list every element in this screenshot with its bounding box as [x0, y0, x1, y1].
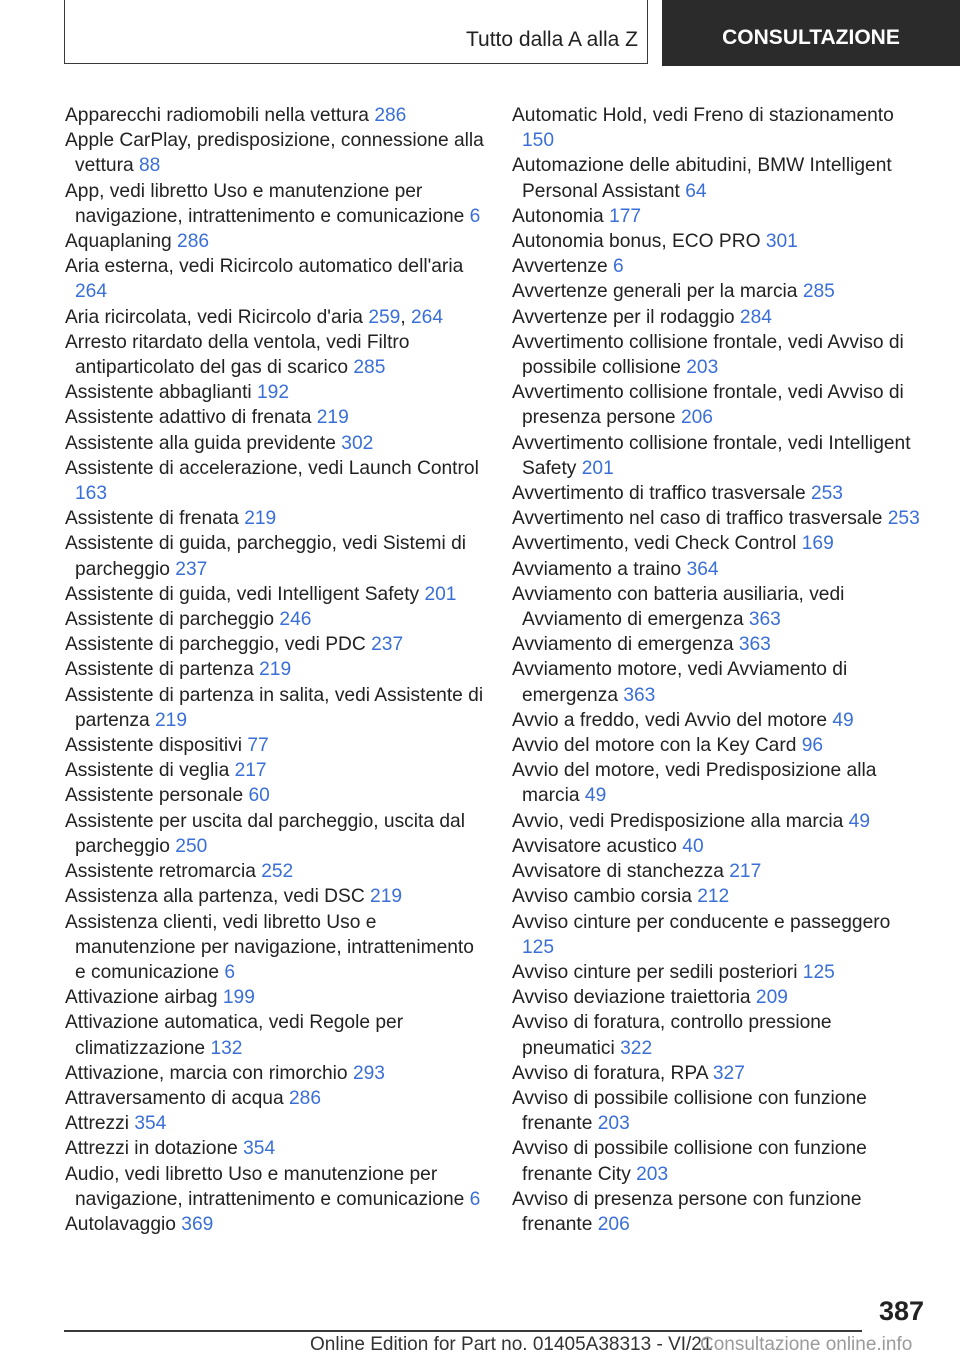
- watermark: Consultazione online.info: [700, 1334, 913, 1355]
- index-entry: [65, 128, 485, 178]
- index-entry-text: Avviamento con batteria ausiliaria, vedi Avviamento di emergenza: [512, 583, 845, 631]
- index-entry: [65, 254, 485, 304]
- page-reference-link[interactable]: 237: [175, 558, 208, 580]
- index-entry-text: Avviso cambio corsia: [512, 886, 692, 908]
- index-entry: [512, 481, 924, 506]
- page-reference-link[interactable]: 286: [177, 231, 210, 253]
- page-reference-link[interactable]: 203: [597, 1113, 630, 1135]
- page-reference-link[interactable]: 203: [636, 1163, 669, 1185]
- index-entry: [65, 456, 485, 506]
- page-reference-link[interactable]: 209: [755, 987, 788, 1009]
- index-entry-text: Assistente adattivo di frenata: [65, 407, 312, 429]
- index-entry-text: Assistente di parcheggio, vedi PDC: [65, 634, 366, 656]
- page-reference-link[interactable]: 264: [411, 306, 444, 328]
- page-reference-link[interactable]: 327: [712, 1062, 745, 1084]
- index-entry-text: Avvio del motore, vedi Predisposizione alla marcia: [512, 760, 877, 807]
- page-reference-link[interactable]: 253: [887, 508, 920, 530]
- page-reference-link[interactable]: 284: [739, 306, 772, 328]
- index-entry: [65, 330, 485, 380]
- page-reference-link[interactable]: 88: [139, 155, 161, 177]
- index-column-left: [65, 103, 485, 1237]
- index-entry: [65, 1010, 485, 1060]
- index-entry: [65, 582, 485, 607]
- chapter-tab[interactable]: [662, 0, 960, 66]
- page-reference-link[interactable]: 302: [341, 432, 374, 454]
- index-entry-text: Aquaplaning: [65, 231, 172, 253]
- page-reference-link[interactable]: 206: [680, 407, 713, 429]
- index-entry-text: Assistente di partenza in salita, vedi Assistente di partenza: [65, 684, 484, 731]
- index-entry: [65, 657, 485, 682]
- index-entry: [512, 153, 924, 203]
- index-entry-text: Avviso cinture per conducente e passeggero: [512, 911, 891, 933]
- index-entry: [512, 506, 924, 531]
- page-reference-link[interactable]: 60: [248, 785, 270, 807]
- page-reference-link[interactable]: 177: [609, 205, 642, 227]
- footer-divider: [64, 1330, 862, 1332]
- index-entry: [512, 330, 924, 380]
- index-entry: [512, 531, 924, 556]
- page-reference-link[interactable]: 250: [175, 835, 208, 857]
- index-entry: [65, 1111, 485, 1136]
- index-entry: [65, 910, 485, 986]
- page-reference-link[interactable]: 6: [469, 1188, 481, 1210]
- index-entry: [512, 1187, 924, 1237]
- page-reference-link[interactable]: 322: [620, 1037, 653, 1059]
- index-entry-text: Assistenza alla partenza, vedi DSC: [65, 886, 365, 908]
- index-entry-text: Avviamento di emergenza: [512, 634, 734, 656]
- page-reference-link[interactable]: 49: [584, 785, 607, 807]
- index-entry-text: Arresto ritardato della ventola, vedi Filtro antiparticolato del gas di scarico: [65, 331, 410, 379]
- page-reference-link[interactable]: 293: [352, 1062, 385, 1084]
- index-entry-text: Avvio a freddo, vedi Avvio del motore: [512, 709, 827, 731]
- page-reference-link[interactable]: 6: [469, 205, 481, 227]
- page-reference-link[interactable]: 285: [353, 357, 386, 379]
- index-entry: [65, 985, 485, 1010]
- index-entry: [65, 405, 485, 430]
- index-entry: [65, 229, 485, 254]
- section-title: Tutto dalla A alla Z: [466, 28, 638, 51]
- page-reference-link[interactable]: 219: [155, 709, 188, 731]
- index-entry-text: Avviso cinture per sedili posteriori: [512, 961, 798, 983]
- index-entry-text: Assistenza clienti, vedi libretto Uso e manutenzione per navigazione, intrattenimento e comunicazione: [65, 911, 474, 983]
- index-entry: [512, 809, 924, 834]
- index-entry: [512, 632, 924, 657]
- index-entry-text: Attivazione airbag: [65, 987, 218, 1009]
- index-entry: [65, 1136, 485, 1161]
- index-entry-text: Assistente di guida, parcheggio, vedi Sistemi di parcheggio: [65, 533, 467, 580]
- page-reference-link[interactable]: 363: [623, 684, 656, 706]
- index-entry-text: Autonomia: [512, 205, 604, 227]
- page-reference-link[interactable]: 64: [685, 180, 707, 202]
- index-entry: [65, 859, 485, 884]
- index-entry-text: Avvio, vedi Predisposizione alla marcia: [512, 810, 844, 832]
- page-reference-link[interactable]: 49: [848, 810, 871, 832]
- index-entry: [65, 733, 485, 758]
- index-entry-text: Avviso deviazione traiettoria: [512, 987, 751, 1009]
- index-entry: [512, 884, 924, 909]
- index-entry-text: Assistente per uscita dal parcheggio, uscita dal parcheggio: [65, 810, 465, 857]
- page-reference-link[interactable]: 96: [801, 735, 824, 757]
- index-entry: Aria ricircolata, vedi Ricircolo d'aria 259, 264: [65, 306, 444, 328]
- index-entry-text: Apple CarPlay, predisposizione, connessione alla vettura: [65, 130, 484, 177]
- index-entry-text: Avvertimento collisione frontale, vedi Avviso di presenza persone: [512, 382, 904, 429]
- page-reference-link[interactable]: 163: [75, 483, 108, 505]
- page-reference-link[interactable]: 125: [522, 936, 555, 958]
- page-reference-link[interactable]: 132: [210, 1037, 243, 1059]
- index-entry-text: Avvertenze generali per la marcia: [512, 281, 798, 303]
- page-reference-link[interactable]: 217: [729, 861, 762, 883]
- index-entry-text: Assistente di veglia: [65, 760, 230, 782]
- index-entry: [512, 279, 924, 304]
- page-reference-link[interactable]: 286: [289, 1087, 322, 1109]
- index-entry-text: Assistente retromarcia: [65, 861, 256, 883]
- page-reference-link[interactable]: 285: [802, 281, 835, 303]
- page-reference-link[interactable]: 201: [424, 583, 457, 605]
- index-entry-text: Avvertenze: [512, 256, 608, 278]
- index-entry: [512, 254, 924, 279]
- index-entry: [65, 683, 485, 733]
- page-reference-link[interactable]: 301: [765, 231, 798, 253]
- page-reference-link[interactable]: 364: [686, 558, 719, 580]
- index-entry: [65, 758, 485, 783]
- index-entry-text: Audio, vedi libretto Uso e manutenzione per navigazione, intrattenimento e comunicazione: [65, 1163, 465, 1210]
- index-entry: [65, 1086, 485, 1111]
- index-entry-text: Assistente dispositivi: [65, 735, 243, 757]
- index-entry-text: Attivazione, marcia con rimorchio: [65, 1062, 348, 1084]
- page-reference-link[interactable]: 259: [368, 306, 401, 328]
- index-entry: [512, 859, 924, 884]
- page-reference-link[interactable]: 237: [371, 634, 404, 656]
- page-reference-link[interactable]: 363: [738, 634, 771, 656]
- index-entry: [65, 632, 485, 657]
- index-entry: [512, 834, 924, 859]
- index-entry-text: Attraversamento di acqua: [65, 1087, 284, 1109]
- index-entry: [512, 204, 924, 229]
- index-entry: [512, 1010, 924, 1060]
- index-entry: [512, 657, 924, 707]
- page-reference-link[interactable]: 212: [697, 886, 730, 908]
- index-entry-text: Avviso di foratura, RPA: [512, 1062, 708, 1084]
- index-entry-text: Avviamento a traino: [512, 558, 682, 580]
- index-entry: [512, 985, 924, 1010]
- index-entry: [512, 733, 924, 758]
- index-entry: [65, 179, 485, 229]
- page-reference-link[interactable]: 203: [686, 357, 719, 379]
- page-reference-link[interactable]: 219: [370, 886, 403, 908]
- index-entry-text: Automazione delle abitudini, BMW Intelligent Personal Assistant: [512, 155, 892, 202]
- page-reference-link[interactable]: 6: [612, 256, 624, 278]
- page-reference-link[interactable]: 6: [224, 961, 236, 983]
- index-entry: [512, 305, 924, 330]
- index-entry: [512, 708, 924, 733]
- index-entry: [512, 1136, 924, 1186]
- index-entry-text: Avvisatore acustico: [512, 835, 677, 857]
- index-entry: [512, 229, 924, 254]
- index-entry-text: Assistente di guida, vedi Intelligent Safety: [65, 583, 420, 605]
- index-entry: [512, 960, 924, 985]
- page-reference-link[interactable]: 169: [801, 533, 834, 555]
- index-entry-text: Avviso di foratura, controllo pressione pneumatici: [512, 1012, 832, 1059]
- index-entry-text: Attrezzi in dotazione: [65, 1138, 238, 1160]
- chapter-tab-label: CONSULTAZIONE: [722, 26, 900, 49]
- index-entry: [65, 431, 485, 456]
- page-reference-link[interactable]: 206: [597, 1213, 630, 1235]
- index-entry: [512, 910, 924, 960]
- index-entry-text: Avvertenze per il rodaggio: [512, 306, 735, 328]
- index-entry: [512, 1086, 924, 1136]
- index-column-right: [512, 103, 924, 1237]
- index-entry-text: Avvertimento nel caso di traffico trasversale: [512, 508, 883, 530]
- page-reference-link[interactable]: 40: [682, 835, 704, 857]
- page-reference-link[interactable]: 192: [257, 382, 290, 404]
- page-reference-link[interactable]: 150: [522, 130, 555, 152]
- page-reference-link[interactable]: 219: [316, 407, 349, 429]
- edition-note: Online Edition for Part no. 01405A38313 - VI/21: [310, 1334, 713, 1355]
- index-entry: [512, 103, 924, 153]
- index-entry-text: Avviso di possibile collisione con funzione frenante: [512, 1087, 867, 1135]
- page-reference-link[interactable]: 217: [234, 760, 267, 782]
- index-entry: [512, 557, 924, 582]
- index-entry: [65, 1212, 485, 1237]
- index-entry: [65, 783, 485, 808]
- index-entry: [65, 531, 485, 581]
- index-entry-text: Assistente abbaglianti: [65, 382, 252, 404]
- index-entry: [65, 884, 485, 909]
- index-entry-text: Avvertimento collisione frontale, vedi Avviso di possibile collisione: [512, 331, 904, 379]
- page-reference-link[interactable]: 252: [261, 861, 294, 883]
- page-number: 387: [878, 1296, 924, 1326]
- index-entry-text: Avvio del motore con la Key Card: [512, 735, 797, 757]
- page-reference-link[interactable]: 354: [243, 1138, 276, 1160]
- index-entry: [65, 1162, 485, 1212]
- index-entry-text: App, vedi libretto Uso e manutenzione per navigazione, intrattenimento e comunicazione: [65, 180, 465, 227]
- page-reference-link[interactable]: 354: [134, 1113, 167, 1135]
- index-entry: [512, 1061, 924, 1086]
- index-entry-text: Avviso di possibile collisione con funzione frenante City: [512, 1138, 867, 1185]
- page-reference-link[interactable]: 125: [802, 961, 835, 983]
- index-entry: [65, 380, 485, 405]
- index-entry: [512, 582, 924, 632]
- page-reference-link[interactable]: 286: [374, 105, 407, 126]
- index-entry-text: Attivazione automatica, vedi Regole per climatizzazione: [65, 1012, 404, 1059]
- index-entry-text: Assistente di parcheggio: [65, 609, 275, 631]
- page-reference-link[interactable]: 246: [279, 609, 312, 631]
- index-entry-text: Avvertimento di traffico trasversale: [512, 483, 806, 505]
- index-entry-text: Aria esterna, vedi Ricircolo automatico dell'aria: [65, 256, 464, 278]
- index-entry-text: Assistente alla guida previdente: [65, 432, 336, 454]
- page-header: [0, 0, 960, 66]
- page-reference-link[interactable]: 253: [810, 483, 843, 505]
- index-entry-text: Avviso di presenza persone con funzione frenante: [512, 1188, 862, 1235]
- index-entry-text: Assistente personale: [65, 785, 244, 807]
- index-entry: [65, 809, 485, 859]
- index-entry-text: Assistente di accelerazione, vedi Launch Control: [65, 457, 479, 479]
- index-entry-text: Assistente di frenata: [65, 508, 239, 530]
- page-reference-link[interactable]: 49: [832, 709, 854, 731]
- index-entry-text: Aria ricircolata, vedi Ricircolo d'aria: [65, 306, 363, 328]
- index-entry-text: Attrezzi: [65, 1113, 129, 1135]
- index-entry: [512, 431, 924, 481]
- index-entry: [512, 380, 924, 430]
- index-entry: [65, 506, 485, 531]
- page-reference-link[interactable]: 77: [247, 735, 269, 757]
- index-entry-text: Avvertimento collisione frontale, vedi Intelligent Safety: [512, 432, 911, 479]
- index-entry: [65, 1061, 485, 1086]
- index-entry-text: Apparecchi radiomobili nella vettura: [65, 105, 369, 126]
- page-reference-link[interactable]: 219: [259, 659, 292, 681]
- index-entry-text: Avviamento motore, vedi Avviamento di emergenza: [512, 659, 848, 706]
- index-entry: [512, 758, 924, 808]
- index-entry-text: Assistente di partenza: [65, 659, 254, 681]
- index-entry-text: Autolavaggio: [65, 1213, 176, 1235]
- index-entry-text: Automatic Hold, vedi Freno di stazionamento: [512, 105, 894, 126]
- index-entry-text: Avvertimento, vedi Check Control: [512, 533, 797, 555]
- page-reference-link[interactable]: 201: [581, 457, 614, 479]
- page-reference-link[interactable]: 199: [222, 987, 255, 1009]
- index-entry-text: Avvisatore di stanchezza: [512, 861, 724, 883]
- page-reference-link[interactable]: 363: [748, 609, 781, 631]
- page-reference-link[interactable]: 219: [244, 508, 277, 530]
- page-reference-link[interactable]: 369: [181, 1213, 214, 1235]
- index-entry: [65, 103, 485, 128]
- page-reference-link[interactable]: 264: [75, 281, 108, 303]
- index-entry-text: Autonomia bonus, ECO PRO: [512, 231, 761, 253]
- index-entry: [65, 607, 485, 632]
